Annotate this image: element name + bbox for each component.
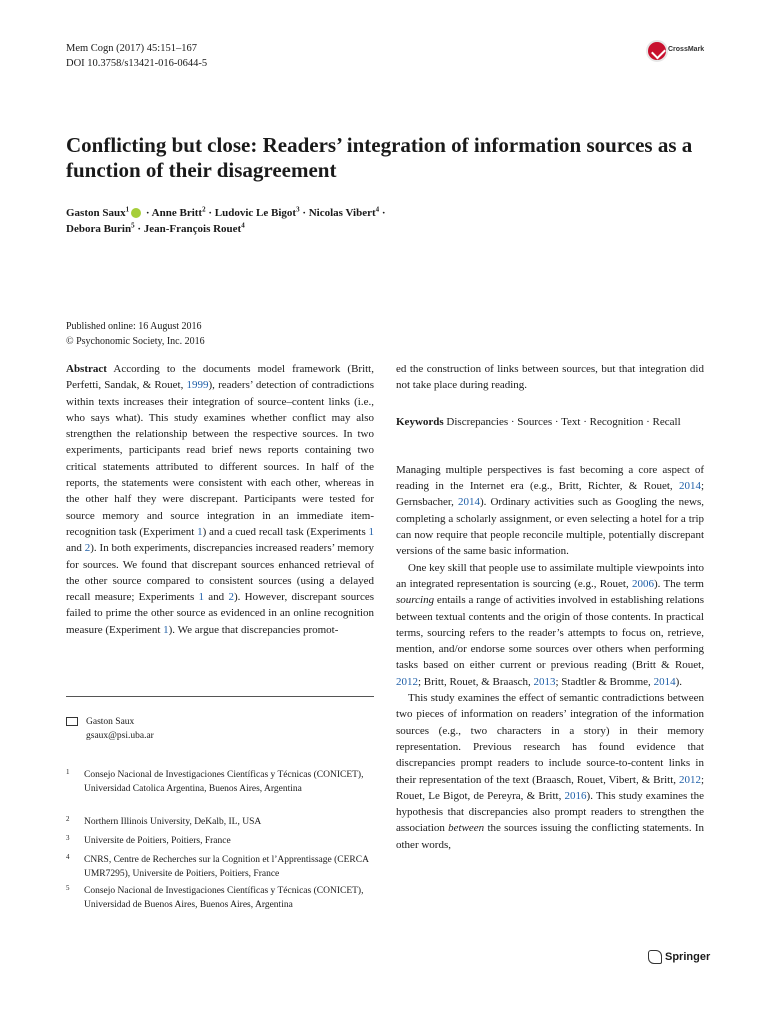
body-paragraph [396,462,704,560]
crossmark-badge[interactable] [646,40,706,66]
abstract-text: ), readers’ detection of contradictions within texts increases their integration of source–content links (i.e., who says what). This study examines whether conflict may also strengthen the relationship between the respective sources. In two experiments, participants read brief news reports containing two critical statements attributed to different sources. In half of the reports, the statements were consistent with each other, whereas in the other half they were discrepant. Participants were tested for source memory and source integration in an immediate item-recognition task (Experiment [66,379,374,538]
body-column [396,361,704,853]
citation-link[interactable]: 1 [198,591,205,604]
crossmark-label: CrossMark [668,46,705,53]
envelope-icon [66,717,78,726]
citation-link[interactable]: 1 [163,623,169,636]
citation-link[interactable]: 1 [197,525,203,538]
affiliation-number: 5 [66,884,70,892]
body-text: ). The term [654,577,704,590]
citation-link[interactable]: 1999 [186,379,209,392]
body-text: entails a range of activities involved in establishing relations between textual contents and the origin of those contents. In practical terms, sourcing refers to the reader’s attempts to focus on, retrieve, mention, and/or endorse some sources over others when performing tasks based on either current or previous reading (Britt & Rouet, [396,594,704,672]
abstract-text: ) and a cued recall task (Experiments [202,525,369,538]
citation-link[interactable]: 2014 [678,480,701,493]
body-text: ). This study examines the hypothesis that discrepancies also prompt readers to strengthen the association [396,789,704,835]
journal-citation: Mem Cogn (2017) 45:151–167 [66,43,197,54]
affiliation-text: Universite de Poitiers, Poitiers, France [84,836,231,846]
affiliation [66,768,374,796]
keywords-text: Discrepancies · Sources · Text · Recognition · Recall [446,415,681,428]
published-date: Published online: 16 August 2016 [66,321,202,332]
abstract-text: ). We argue that discrepancies promot- [168,623,339,636]
abstract-text: According to the documents model framework (Britt, Perfetti, Sandak, & Rouet, [66,363,374,392]
body-text: One key skill that people use to assimilate multiple viewpoints into an integrated representation is sourcing (e.g., Rouet, [396,561,704,590]
affiliation [66,815,374,829]
citation-link[interactable]: 2016 [564,789,587,802]
copyright: © Psychonomic Society, Inc. 2016 [66,336,205,347]
citation-link[interactable]: 2013 [533,675,556,688]
author-affil-ref: 1 [125,205,130,214]
paper-title: Conflicting but close: Readers’ integration of information sources as a function of their disagreement [66,133,693,182]
abstract-text: ). In both experiments, discrepancies increased readers’ memory for sources. We found that discrepant sources enhanced retrieval of the other source compared to consistent sources (using a delayed recall measure; Experiments [66,542,374,604]
citation-link[interactable]: 2014 [457,496,480,509]
citation-link[interactable]: 2012 [396,675,418,688]
abstract-continued: ed the construction of links between sources, but that integration did not take place during reading. [396,363,704,392]
author-affil-ref: 5 [131,221,135,230]
affiliation [66,853,374,881]
author-name[interactable]: Gaston Saux [66,207,126,219]
author-affil-ref: 4 [241,221,245,230]
keywords-label: Keywords [396,415,444,428]
citation-link[interactable]: 2006 [632,577,654,590]
author-name[interactable]: Anne Britt [151,207,203,219]
affiliation-number: 1 [66,768,70,776]
citation-link[interactable]: 2012 [678,773,701,786]
citation-link[interactable]: 2014 [653,675,676,688]
author-name[interactable]: Jean-François Rouet [143,223,242,235]
body-text: ; Britt, Rouet, & Braasch, [418,675,534,688]
publication-info [66,319,205,349]
keywords [396,414,704,430]
corresponding-author: Gaston Saux [86,717,135,727]
body-text: ; Rouet, Le Bigot, de Pereyra, & Britt, [396,773,704,802]
body-text: the sources issuing the conflicting statements. In other words, [396,822,704,851]
author-affil-ref: 3 [296,205,300,214]
emphasis: sourcing [396,594,435,607]
affiliation-text: CNRS, Centre de Recherches sur la Cognition et l’Apprentissage (CERCA UMR7295), Universite de Poitiers, Poitiers, France [84,855,369,879]
body-text: ). [675,675,682,688]
affiliation-text: Northern Illinois University, DeKalb, IL, USA [84,817,262,827]
citation-link[interactable]: 2 [228,591,234,604]
body-text: ; Stadtler & Bromme, [555,675,654,688]
body-text: This study examines the effect of semantic contradictions between two pieces of information on readers’ integration of the information sources (e.g., two characters in a story) in their memory representation. Previous research has found evidence that discrepancies prompt readers to include source-to-content links in their representation of the text (Braasch, Rouet, Vibert, & Britt, [396,692,704,786]
doi[interactable]: DOI 10.3758/s13421-016-0644-5 [66,58,208,69]
abstract-column [66,361,374,638]
springer-horse-icon [648,950,662,964]
author-affil-ref: 4 [375,205,380,214]
affiliation-number: 3 [66,834,70,842]
abstract-text: ). However, discrepant sources failed to prime the other source as evidenced in an online recognition measure (Experiment [66,591,374,636]
publisher-logo[interactable] [648,950,710,964]
body-paragraph [396,560,704,690]
correspondence [66,715,154,743]
affiliation-text: Consejo Nacional de Investigaciones Científicas y Técnicas (CONICET), Universidad de Buenos Aires, Buenos Aires, Argentina [84,886,364,910]
emphasis: between [448,822,485,835]
body-paragraph [396,690,704,853]
crossmark-icon [646,40,668,62]
orcid-icon[interactable] [131,208,141,218]
author-list: Gaston Saux$^1$ · Anne Britt$^2$ · Ludovic Le Bigot$^3$ · Nicolas Vibert$^4$ · Debora Burin$^5$ · Jean-François Rouet$^4$ [66,205,386,235]
citation-link[interactable]: 1 [368,525,374,538]
journal-header [66,41,207,71]
author-affil-ref: 2 [202,205,206,214]
body-text: ; Gernsbacher, [396,480,704,509]
affiliation-text: Consejo Nacional de Investigaciones Científicas y Técnicas (CONICET), Universidad Catolica Argentina, Buenos Aires, Argentina [84,770,364,794]
affiliation-number: 4 [66,853,70,861]
affiliation [66,834,374,848]
abstract-label: Abstract [66,363,107,375]
corresponding-email[interactable]: gsaux@psi.uba.ar [86,731,154,741]
body-text: ). Ordinary activities such as Googling the news, completing a scholarly assignment, or even selecting a hotel for a trip can now require that people reconcile multiple, potentially discrepant versions of the same basic information. [396,496,704,558]
citation-link[interactable]: 2 [84,542,91,555]
abstract-text: and [204,591,229,604]
affiliation [66,884,374,912]
author-name[interactable]: Debora Burin [66,223,132,235]
body-text: Managing multiple perspectives is fast becoming a core aspect of reading in the Internet era (e.g., Britt, Richter, & Rouet, [396,463,704,493]
author-name[interactable]: Ludovic Le Bigot [214,207,297,219]
affiliation-number: 2 [66,815,70,823]
footnote-divider [66,696,374,697]
publisher-name: Springer [665,950,711,963]
abstract [66,361,374,638]
abstract-text: and [66,542,85,555]
author-name[interactable]: Nicolas Vibert [308,207,376,219]
